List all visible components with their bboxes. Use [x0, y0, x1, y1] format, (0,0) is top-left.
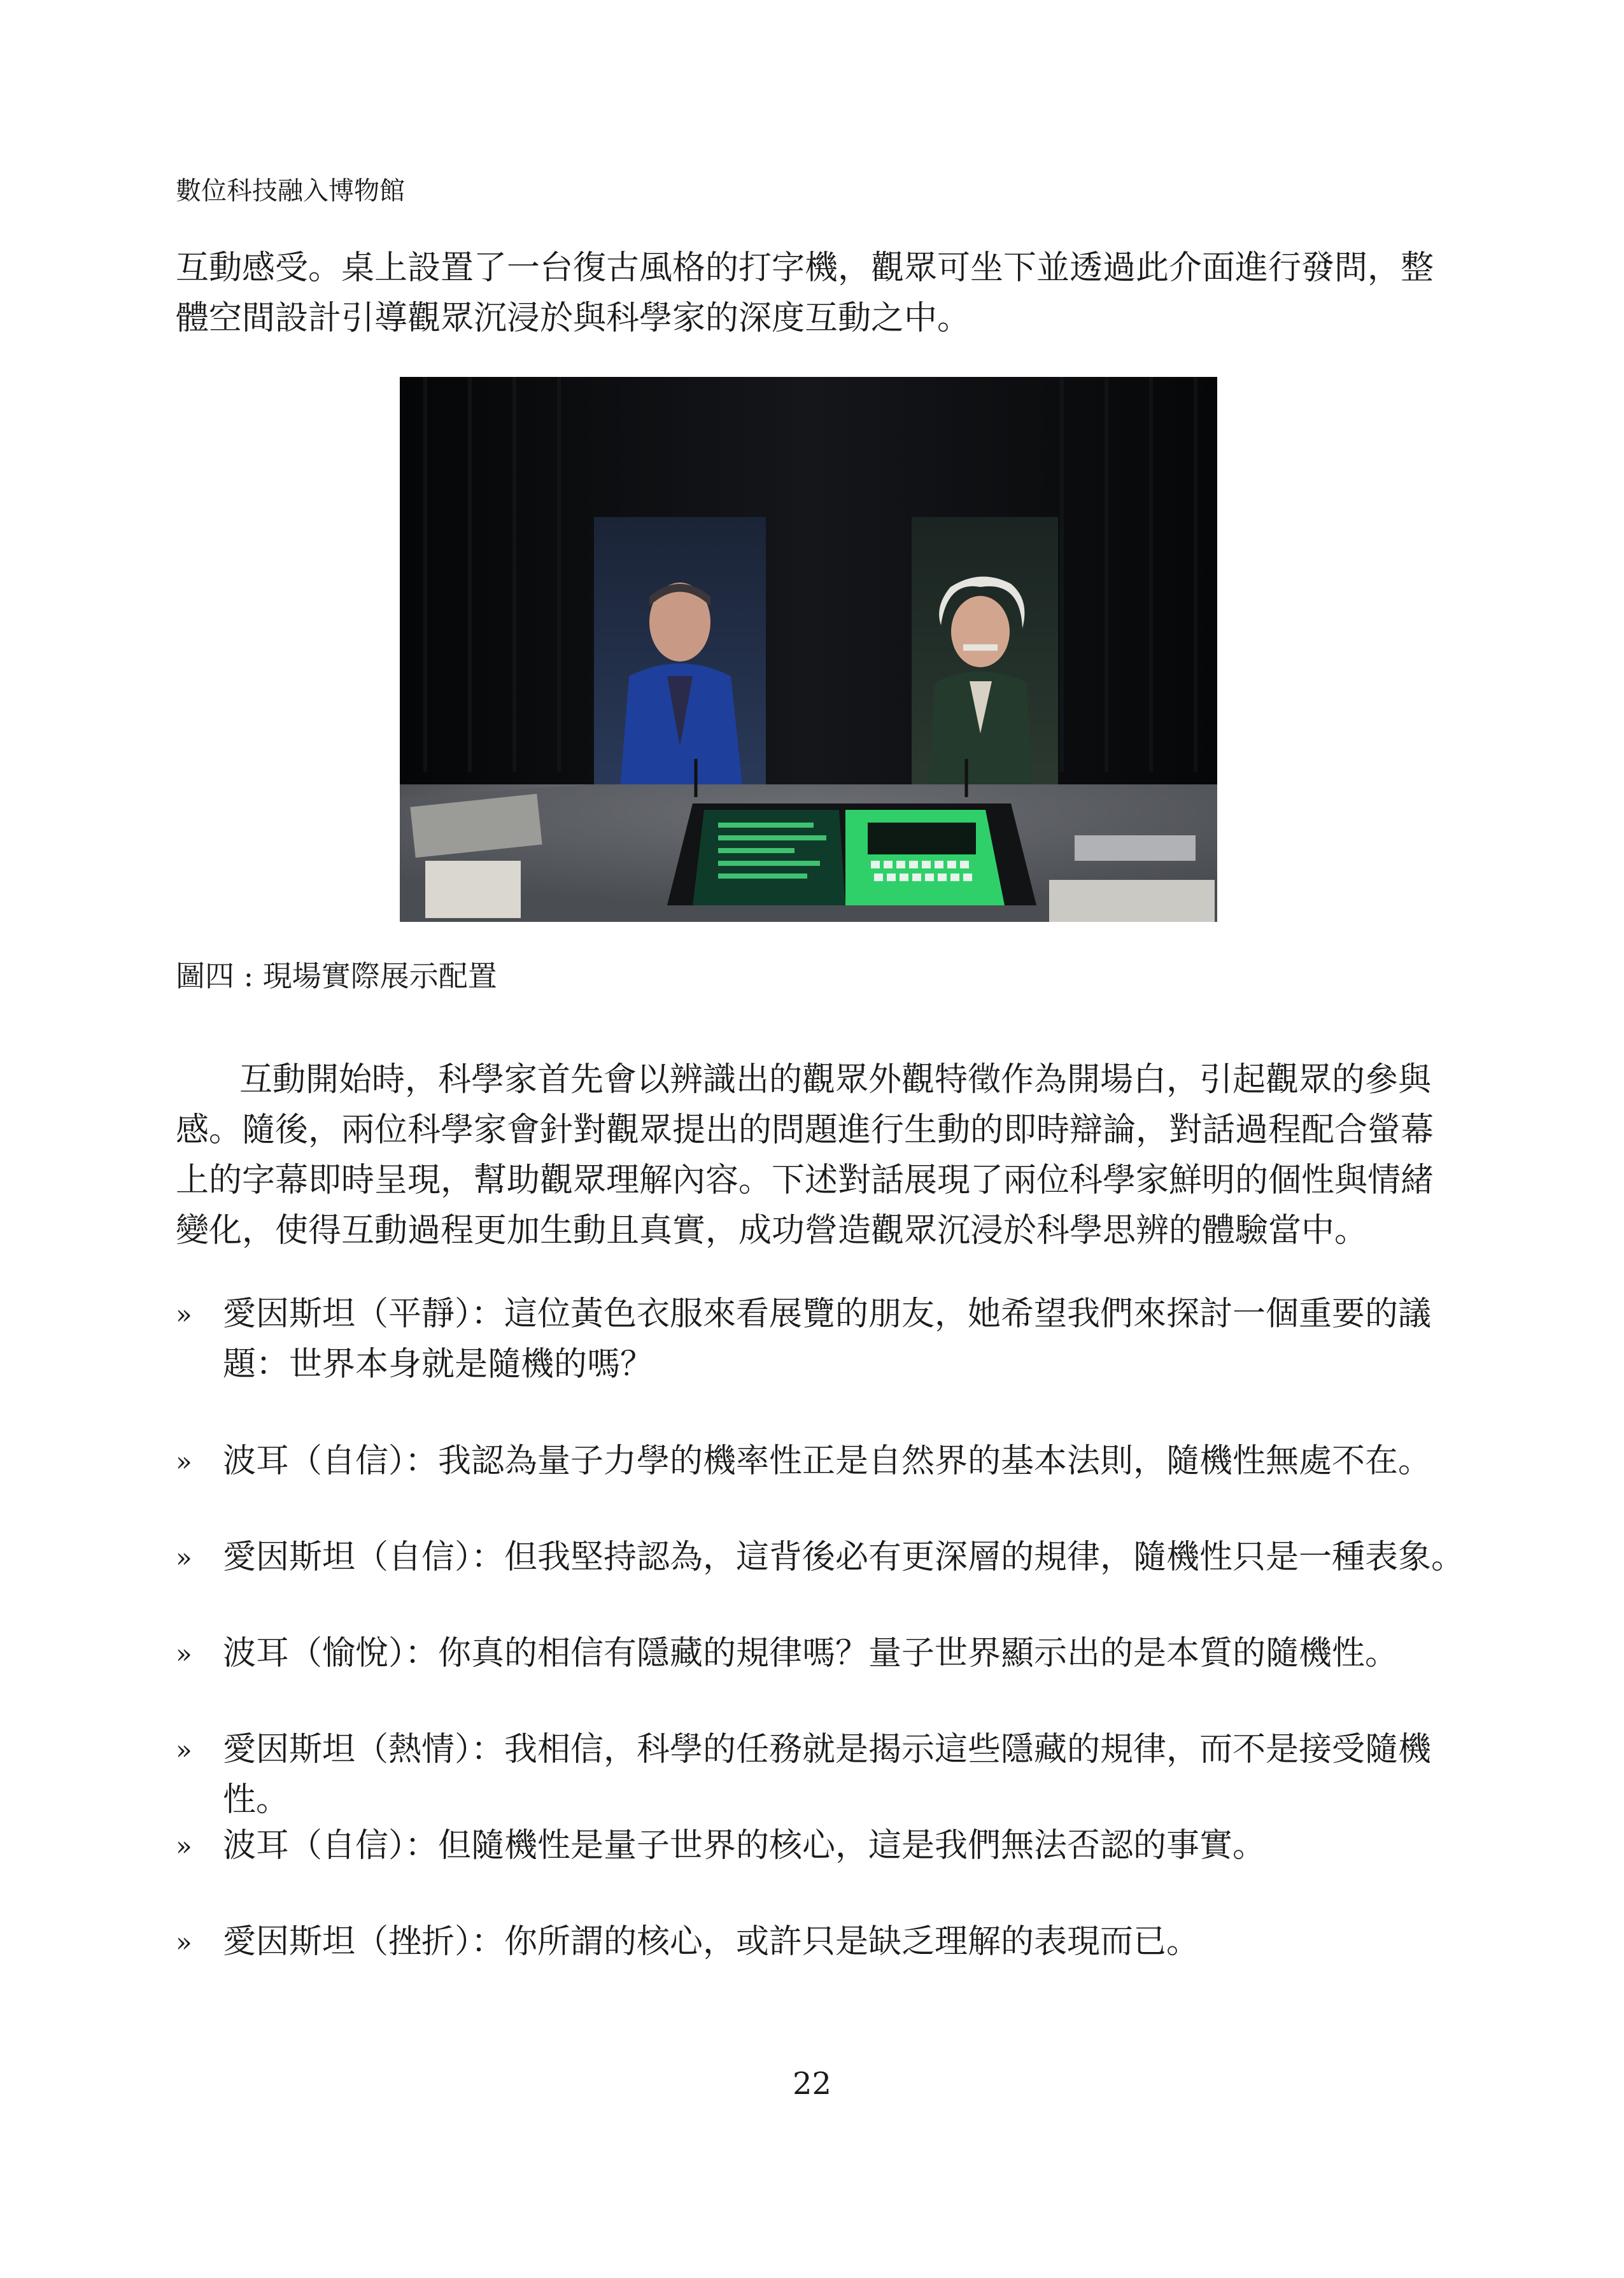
page-number: 22 [792, 2066, 832, 2102]
dialogue-item [176, 1917, 1496, 1967]
dialogue-text: 波耳（自信）：但隨機性是量子世界的核心，這是我們無法否認的事實。 [223, 1827, 1266, 1865]
dialogue-item [176, 1532, 1496, 1583]
exhibit-photo [400, 377, 1217, 922]
dialogue-text: 愛因斯坦（自信）：但我堅持認為，這背後必有更深層的規律，隨機性只是一種表象。 [223, 1538, 1465, 1576]
figure-caption: 圖四 : 現場實際展示配置 [176, 959, 497, 993]
intro-paragraph: 互動感受。桌上設置了一台復古風格的打字機，觀眾可坐下並透過此介面進行發問，整體空間設計引導觀眾沉浸於與科學家的深度互動之中。 [176, 249, 1434, 337]
body-paragraph: 互動開始時，科學家首先會以辨識出的觀眾外觀特徵作為開場白，引起觀眾的參與感。隨後，兩位科學家會針對觀眾提出的問題進行生動的即時辯論，對話過程配合螢幕上的字幕即時呈現，幫助觀眾理解內容。下述對話展現了兩位科學家鮮明的個性與情緒變化，使得互動過程更加生動且真實，成功營造觀眾沉浸於科學思辨的體驗當中。 [176, 1061, 1434, 1250]
bullet-marker: » [176, 1299, 192, 1330]
running-head: 數位科技融入博物館 [176, 176, 405, 206]
bullet-marker: » [176, 1830, 192, 1862]
dialogue-item [176, 1821, 1496, 1871]
dialogue-text: 愛因斯坦（挫折）：你所謂的核心，或許只是缺乏理解的表現而已。 [223, 1923, 1200, 1961]
dialogue-text: 愛因斯坦（熱情）：我相信，科學的任務就是揭示這些隱藏的規律，而不是接受隨機性。 [223, 1730, 1432, 1819]
bullet-marker: » [176, 1734, 192, 1765]
dialogue-item [176, 1629, 1496, 1679]
bullet-marker: » [176, 1927, 192, 1958]
bullet-marker: » [176, 1542, 192, 1573]
exhibit-photo-illustration [400, 377, 1217, 922]
dialogue-item [176, 1289, 1496, 1390]
dialogue-text: 愛因斯坦（平靜）：這位黃色衣服來看展覽的朋友，她希望我們來探討一個重要的議題：世界本身就是隨機的嗎？ [223, 1295, 1432, 1383]
bullet-marker: » [176, 1446, 192, 1477]
bullet-marker: » [176, 1638, 192, 1669]
dialogue-text: 波耳（自信）：我認為量子力學的機率性正是自然界的基本法則，隨機性無處不在。 [223, 1442, 1432, 1480]
dialogue-text: 波耳（愉悅）：你真的相信有隱藏的規律嗎？量子世界顯示出的是本質的隨機性。 [223, 1634, 1399, 1673]
dialogue-item [176, 1436, 1496, 1487]
dialogue-item [176, 1725, 1496, 1825]
